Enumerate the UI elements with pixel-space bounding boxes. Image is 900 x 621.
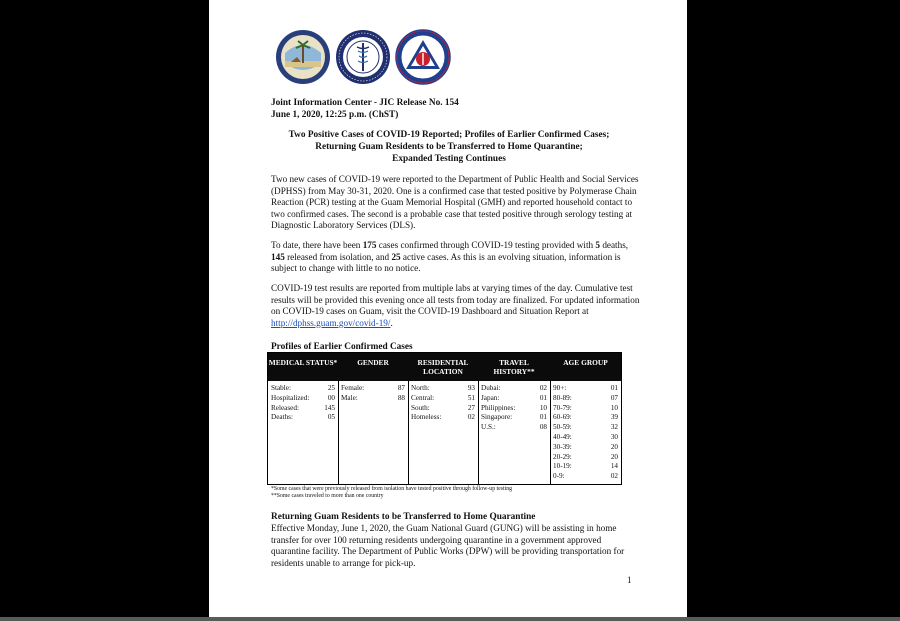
- table-row: Central: 51: [411, 393, 475, 402]
- guam-seal-icon: [275, 29, 331, 85]
- table-row: Dubai: 02: [481, 384, 547, 392]
- table-row: Stable: 25: [271, 384, 335, 392]
- footnote-medical: *Some cases that were previously released from isolation have tested positive through follow-up testing: [271, 486, 512, 492]
- table-row: U.S.: 08: [481, 423, 547, 432]
- table-row: Deaths: 05: [271, 413, 335, 422]
- footnote-travel: **Some cases traveled to more than one country: [271, 493, 384, 499]
- released-count: 145: [271, 251, 285, 262]
- table-row: Hospitalized: 00: [271, 393, 335, 402]
- release-title: [259, 129, 639, 165]
- table-row: Released: 145: [271, 403, 335, 412]
- release-number: Joint Information Center - JIC Release No. 154: [271, 98, 459, 108]
- header-medical-status: MEDICAL STATUS*: [268, 358, 338, 367]
- residential-column: [408, 384, 478, 483]
- table-row: South: 27: [411, 403, 475, 412]
- travel-history-column: [478, 384, 550, 483]
- dashboard-link[interactable]: http://dphss.guam.gov/covid-19/: [271, 317, 391, 328]
- viewer-bottom-bar: [0, 617, 900, 621]
- table-row: 30-39: 20: [553, 442, 618, 451]
- title-line: Returning Guam Residents to be Transferred to Home Quarantine;: [315, 142, 583, 152]
- table-row: 80-89: 07: [553, 393, 618, 402]
- table-row: 70-79: 10: [553, 403, 618, 412]
- header-residential-location: RESIDENTIAL LOCATION: [417, 358, 469, 376]
- table-row: Female: 87: [341, 384, 405, 392]
- title-line: Expanded Testing Continues: [392, 154, 506, 164]
- title-line: Two Positive Cases of COVID-19 Reported; Profiles of Earlier Confirmed Cases;: [288, 130, 610, 140]
- confirmed-count: 175: [362, 240, 377, 250]
- table-row: 50-59: 32: [553, 423, 618, 432]
- header-travel-history: TRAVEL HISTORY**: [493, 358, 535, 376]
- release-header: [271, 97, 459, 121]
- profiles-title: Profiles of Earlier Confirmed Cases: [271, 342, 413, 352]
- table-row: 40-49: 30: [553, 432, 618, 441]
- table-row: Singapore: 01: [481, 413, 547, 422]
- section-title: Returning Guam Residents to be Transferred to Home Quarantine: [271, 512, 536, 522]
- table-row: North: 93: [411, 384, 475, 392]
- paragraph-new-cases: Two new cases of COVID-19 were reported to the Department of Public Health and Social Services (DPHSS) from May 30-31, 2020. One is a confirmed case that tested positive by Polymerase Chain Reaction (PCR) testing at the Guam Memorial Hospital (GMH) and reported household contact to two confirmed cases. The second is a probable case that tested positive through serology testing at Diagnostic Laboratory Services (DLS).: [271, 174, 639, 231]
- paragraph-test-results: COVID-19 test results are reported from multiple labs at varying times of the day. Cumulative test results will be provided this evening once all tests from today are finalized. For updated information on COVID-19 cases on Guam, visit the COVID-19 Dashboard and Situation Report at http://dphss.guam.gov/covid-19/.: [271, 283, 640, 328]
- table-row: 60-69: 39: [553, 413, 618, 422]
- table-header-row: [268, 353, 621, 381]
- table-row: 0-9: 02: [553, 472, 618, 481]
- table-row: Male: 88: [341, 393, 405, 402]
- table-row: 10-19: 14: [553, 462, 618, 471]
- profiles-table: [267, 352, 622, 485]
- deaths-count: 5: [595, 240, 601, 250]
- table-row: 20-29: 20: [553, 452, 618, 461]
- age-group-column: [550, 384, 621, 483]
- active-count: 25: [391, 251, 401, 262]
- public-health-seal-icon: [335, 29, 391, 85]
- table-row: Japan: 01: [481, 393, 547, 402]
- gender-column: [338, 384, 408, 483]
- header-gender: GENDER: [357, 358, 389, 367]
- civil-defense-seal-icon: [395, 29, 451, 85]
- table-row: 90+: 01: [553, 384, 618, 392]
- table-row: Philippines: 10: [481, 403, 547, 412]
- table-row: Homeless: 02: [411, 413, 475, 422]
- document-page: [209, 0, 687, 617]
- medical-status-column: [268, 384, 338, 483]
- release-date: June 1, 2020, 12:25 p.m. (ChST): [271, 110, 399, 120]
- header-age-group: AGE GROUP: [563, 358, 608, 367]
- paragraph-home-quarantine: Effective Monday, June 1, 2020, the Guam National Guard (GUNG) will be assisting in home transfer for over 100 returning residents undergoing quarantine in a government approved quarantine facility. The Department of Public Works (DPW) will be providing transportation for residents unable to arrange for pick-up.: [271, 523, 625, 568]
- page-number: 1: [627, 575, 632, 585]
- paragraph-totals: To date, there have been 175 cases confirmed through COVID-19 testing provided with 5 deaths, 145 released from isolation, and 25 active cases. As this is an evolving situation, information is subject to change with little to no notice.: [271, 240, 629, 274]
